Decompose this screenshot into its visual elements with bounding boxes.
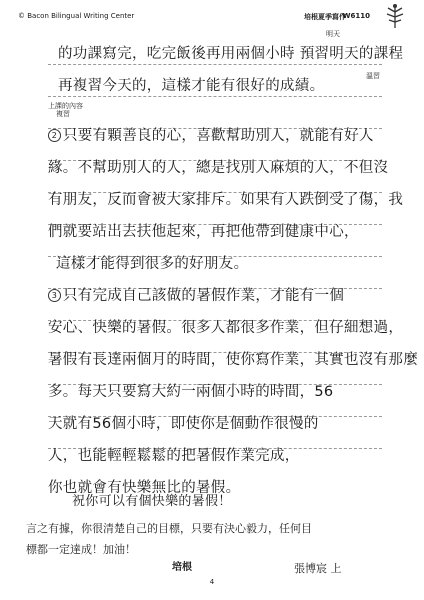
page-number: 4 <box>209 578 215 586</box>
essay-line: 人，也能輕輕鬆鬆的把暑假作業完成， <box>48 448 300 464</box>
essay-line: 你也就會有快樂無比的暑假。 <box>48 480 241 496</box>
essay-line: 多。每天只要寫大約一兩個小時的時間，56 <box>48 384 334 400</box>
essay-line: 暑假有長達兩個月的時間，使你寫作業，其實也沒有那麼 <box>48 352 418 368</box>
correction-note: 溫習 <box>366 72 380 80</box>
essay-line: 3 只有完成自己該做的暑假作業，才能有一個 <box>48 288 392 304</box>
essay-line: 的功課寫完，吃完飯後再用兩個小時 預習明天的課程 <box>58 46 404 62</box>
correction-note: 上課的內容 <box>48 102 83 110</box>
essay-line: 這樣才能得到很多的好朋友。 <box>56 256 249 272</box>
teacher-comment-line: 言之有據，你很清楚自己的目標，只要有決心毅力，任何目 <box>26 522 312 535</box>
essay-closing: 祝你可以有個快樂的暑假！ <box>72 494 232 509</box>
essay-line: 再複習今天的，這樣才能有很好的成績。 <box>58 78 325 94</box>
student-signature: 張博宸 上 <box>294 562 342 575</box>
essay-line: 有朋友，反而會被大家排斥。如果有人跌倒受了傷，我 <box>48 192 404 208</box>
teacher-comment-line: 標都一定達成！加油！ <box>26 543 136 556</box>
paragraph-number: 3 <box>48 289 61 302</box>
essay-line: 2 只要有顆善良的心，喜歡幫助別人，就能有好人 <box>48 128 392 144</box>
writing-sheet <box>48 30 418 506</box>
copyright-text: © Bacon Bilingual Writing Center <box>18 12 135 20</box>
essay-line: 天就有56個小時，即使你是個動作很慢的 <box>48 416 319 432</box>
essay-line: 們就要站出去扶他起來，再把他帶到健康中心， <box>48 224 359 240</box>
correction-note: 明天 <box>326 30 340 38</box>
essay-line: 安心、快樂的暑假。很多人都很多作業，但仔細想過， <box>48 320 404 336</box>
bacon-logo-icon <box>380 2 410 32</box>
page-header <box>18 6 410 30</box>
essay-line: 緣。不幫助別人的人，總是找別人麻煩的人，不但沒 <box>48 160 389 176</box>
paragraph-number: 2 <box>48 129 61 142</box>
course-title: 培根夏季寫作 <box>304 13 346 21</box>
worksheet-code: W6110 <box>342 12 370 20</box>
grader-stamp: 培根 <box>172 562 192 573</box>
correction-note: 複習 <box>56 110 70 118</box>
